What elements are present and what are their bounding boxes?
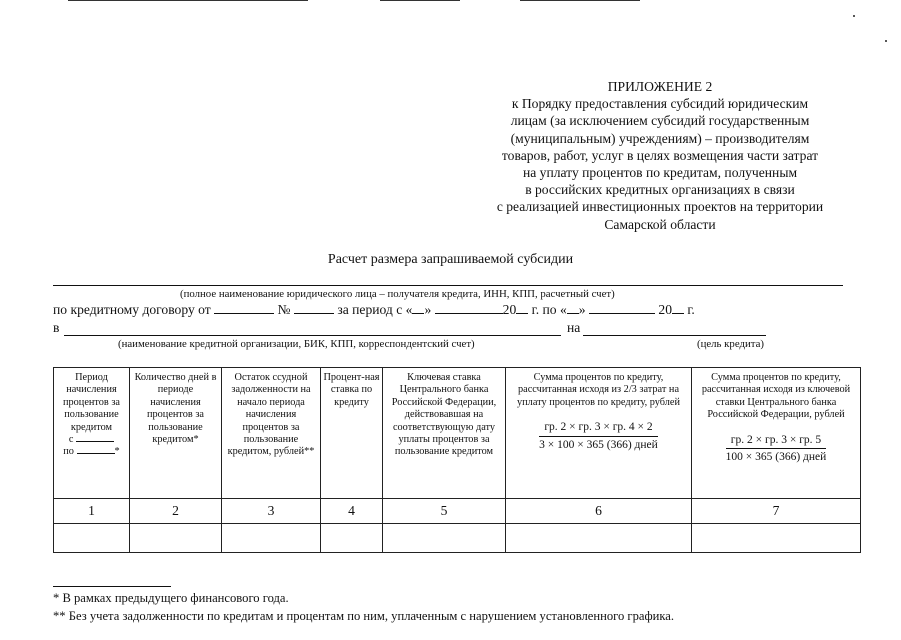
appendix-line: товаров, работ, услуг в целях возмещения части затрат	[501, 147, 819, 163]
column-number: 1	[54, 499, 130, 524]
bank-details-line	[64, 335, 561, 336]
table-cell-empty	[222, 524, 321, 553]
table-cell-empty	[383, 524, 506, 553]
scan-edge-line	[68, 0, 308, 1]
bank-details-caption: (наименование кредитной организации, БИК, КПП, корреспондентский счет)	[118, 338, 475, 350]
appendix-line: (муниципальным) учреждениям) – производителям	[510, 130, 810, 146]
period-to-year-blank	[672, 313, 684, 314]
applicant-name-line	[53, 285, 843, 286]
table-cell-empty	[321, 524, 383, 553]
column-number: 6	[506, 499, 692, 524]
table-cell-empty	[130, 524, 222, 553]
header-two-thirds-sum: Сумма процентов по кредиту, рассчитанная исходя из 2/3 затрат на уплату процентов по кредиту, рублей $\frac{гр. 2 \times гр. 3 \times гр. 4 \times 2}{\text{3 × 100 × 365 (366) дней}}$	[506, 368, 692, 499]
table-row-column-numbers	[54, 499, 861, 524]
period-from-label: за период с «	[337, 302, 413, 317]
contract-number-blank	[294, 313, 334, 314]
period-to-month-blank	[589, 313, 655, 314]
loan-purpose-line	[583, 335, 766, 336]
applicant-name-caption: (полное наименование юридического лица – получателя кредита, ИНН, КПП, расчетный счет)	[180, 288, 615, 300]
appendix-line: в российских кредитных организациях в связи	[525, 182, 795, 198]
formula-key-rate	[726, 434, 827, 464]
table-cell-empty	[54, 524, 130, 553]
header-period: Период начисления процентов за пользование кредитом с по *	[54, 368, 130, 499]
appendix-title: ПРИЛОЖЕНИЕ 2	[607, 79, 713, 94]
header-rate: Процент-ная ставка по кредиту	[321, 368, 383, 499]
period-from-blank	[76, 441, 114, 442]
column-number: 4	[321, 499, 383, 524]
scan-dot	[885, 40, 887, 42]
contract-number-label: №	[277, 302, 291, 317]
table-header-row	[54, 368, 861, 499]
formula-denominator: 3 × 100 × 365 (366) дней	[539, 438, 658, 451]
year-prefix: 20	[502, 302, 517, 317]
column-number: 5	[383, 499, 506, 524]
table-cell-empty	[692, 524, 861, 553]
appendix-block	[460, 78, 860, 233]
table-cell-empty	[506, 524, 692, 553]
column-number: 2	[130, 499, 222, 524]
contract-date-blank	[214, 313, 274, 314]
formula-denominator: 100 × 365 (366) дней	[725, 451, 827, 464]
period-from: с	[56, 434, 127, 446]
footnote-1: * В рамках предыдущего финансового года.	[53, 591, 289, 605]
period-from-year-blank	[516, 313, 528, 314]
header-days: Количество дней в периоде начисления процентов за пользование кредитом*	[130, 368, 222, 499]
contract-line	[53, 302, 695, 318]
scan-edge-line	[520, 0, 640, 1]
period-from-day-blank	[412, 313, 424, 314]
header-key-rate-sum: Сумма процентов по кредиту, рассчитанная исходя из ключевой ставки Центрального банка Российской Федерации, рублей $\frac{гр. 2 \times гр. 3 \times гр. 5}{\text{100 × 365 (366) дней}}$	[692, 368, 861, 499]
subsidy-calculation-table	[53, 367, 861, 553]
formula-numerator: гр. 2 × гр. 3 × гр. 4 × 2	[539, 421, 658, 436]
appendix-line: Самарской области	[604, 216, 716, 232]
quote-close: »	[424, 302, 432, 317]
appendix-line: с реализацией инвестиционных проектов на территории	[496, 199, 824, 215]
year-prefix: 20	[658, 302, 672, 317]
purpose-label: на	[567, 320, 581, 335]
loan-purpose-caption: (цель кредита)	[697, 338, 764, 350]
document-title: Расчет размера запрашиваемой субсидии	[327, 252, 574, 267]
period-from-month-blank	[435, 313, 503, 314]
footnote-separator	[53, 586, 171, 587]
period-to-blank	[77, 453, 115, 454]
column-number: 3	[222, 499, 321, 524]
formula-two-thirds	[539, 421, 658, 451]
bank-line-prefix: в	[53, 320, 60, 335]
period-to: по *	[63, 446, 120, 458]
column-number: 7	[692, 499, 861, 524]
period-to-label: г. по «	[531, 302, 567, 317]
formula-numerator: гр. 2 × гр. 3 × гр. 5	[726, 434, 827, 449]
appendix-line: на уплату процентов по кредитам, полученным	[522, 165, 798, 181]
footnote-2: ** Без учета задолженности по кредитам и процентам по ним, уплаченным с нарушением установленного графика.	[53, 609, 675, 623]
contract-date-label: по кредитному договору от	[53, 302, 211, 317]
header-key-rate: Ключевая ставка Центрального банка Российской Федерации, действовавшая на соответствующую дату уплаты процентов за пользование кредитом	[383, 368, 506, 499]
appendix-line: к Порядку предоставления субсидий юридическим	[511, 96, 809, 112]
scan-dot	[853, 15, 855, 17]
header-balance: Остаток ссудной задолженности на начало периода начисления процентов за пользование кредитом, рублей**	[222, 368, 321, 499]
period-to-day-blank	[567, 313, 579, 314]
scan-edge-line	[380, 0, 460, 1]
table-row-empty	[54, 524, 861, 553]
appendix-line: лицам (за исключением субсидий государственным	[510, 113, 810, 129]
quote-close: »	[578, 302, 586, 317]
year-suffix: г.	[687, 302, 695, 317]
